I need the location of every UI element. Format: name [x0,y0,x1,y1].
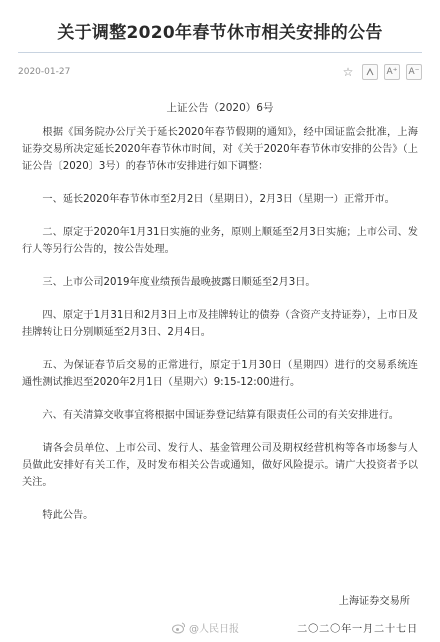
paragraph-intro: 根据《国务院办公厅关于延长2020年春节假期的通知》，经中国证监会批准，上海证券交易所决定延长2020年春节休市时间，对《关于2020年春节休市安排的公告》（上证公告〔2020〕3号）的春节休市安排进行如下调整： [22,127,418,172]
paragraph-item-5: 五、为保证春节后交易的正常进行，原定于1月30日（星期四）进行的交易系统连通性测试推迟至2020年2月1日（星期六）9:15-12:00进行。 [22,360,418,388]
watermark-text: @人民日报 [189,624,239,635]
paragraph-item-3: 三、上市公司2019年度业绩预告最晚披露日顺延至2月3日。 [42,277,316,288]
paragraph-item-6: 六、有关清算交收事宜将根据中国证券登记结算有限责任公司的有关安排进行。 [42,410,399,421]
announcement-body [22,124,418,524]
paragraph-closing-request: 请各会员单位、上市公司、发行人、基金管理公司及期权经营机构等各市场参与人员做此安排好有关工作，及时发布相关公告或通知，做好风险提示。请广大投资者予以关注。 [22,443,418,488]
meta-bar [18,60,422,84]
issue-date: 二〇二〇年一月二十七日 [297,624,418,635]
share-glyph [365,67,375,77]
paragraph-item-4: 四、原定于1月31日和2月3日上市及挂牌转让的债券（含资产支持证券），上市日及挂牌转让日分别顺延至2月3日、2月4日。 [22,310,418,338]
document-number: 上证公告（2020）6号 [166,102,274,114]
publish-date: 2020-01-27 [18,67,71,77]
paragraph-closing: 特此公告。 [42,510,94,521]
weibo-icon [172,622,186,634]
paragraph-item-1: 一、延长2020年春节休市至2月2日（星期日），2月3日（星期一）正常开市。 [42,194,395,205]
footer [0,618,440,638]
page-title: 关于调整2020年春节休市相关安排的公告 [57,23,383,43]
article-toolbar [340,64,422,80]
weibo-watermark [172,620,239,635]
font-decrease-icon[interactable]: A⁻ [406,64,422,80]
share-icon[interactable] [362,64,378,80]
star-icon[interactable]: ☆ [342,65,354,79]
title-divider [18,52,422,53]
issuer-signature: 上海证券交易所 [338,596,410,607]
paragraph-item-2: 二、原定于2020年1月31日实施的业务，原则上顺延至2月3日实施；上市公司、发行人等另行公告的，按公告处理。 [22,227,418,255]
font-increase-icon[interactable]: A⁺ [384,64,400,80]
